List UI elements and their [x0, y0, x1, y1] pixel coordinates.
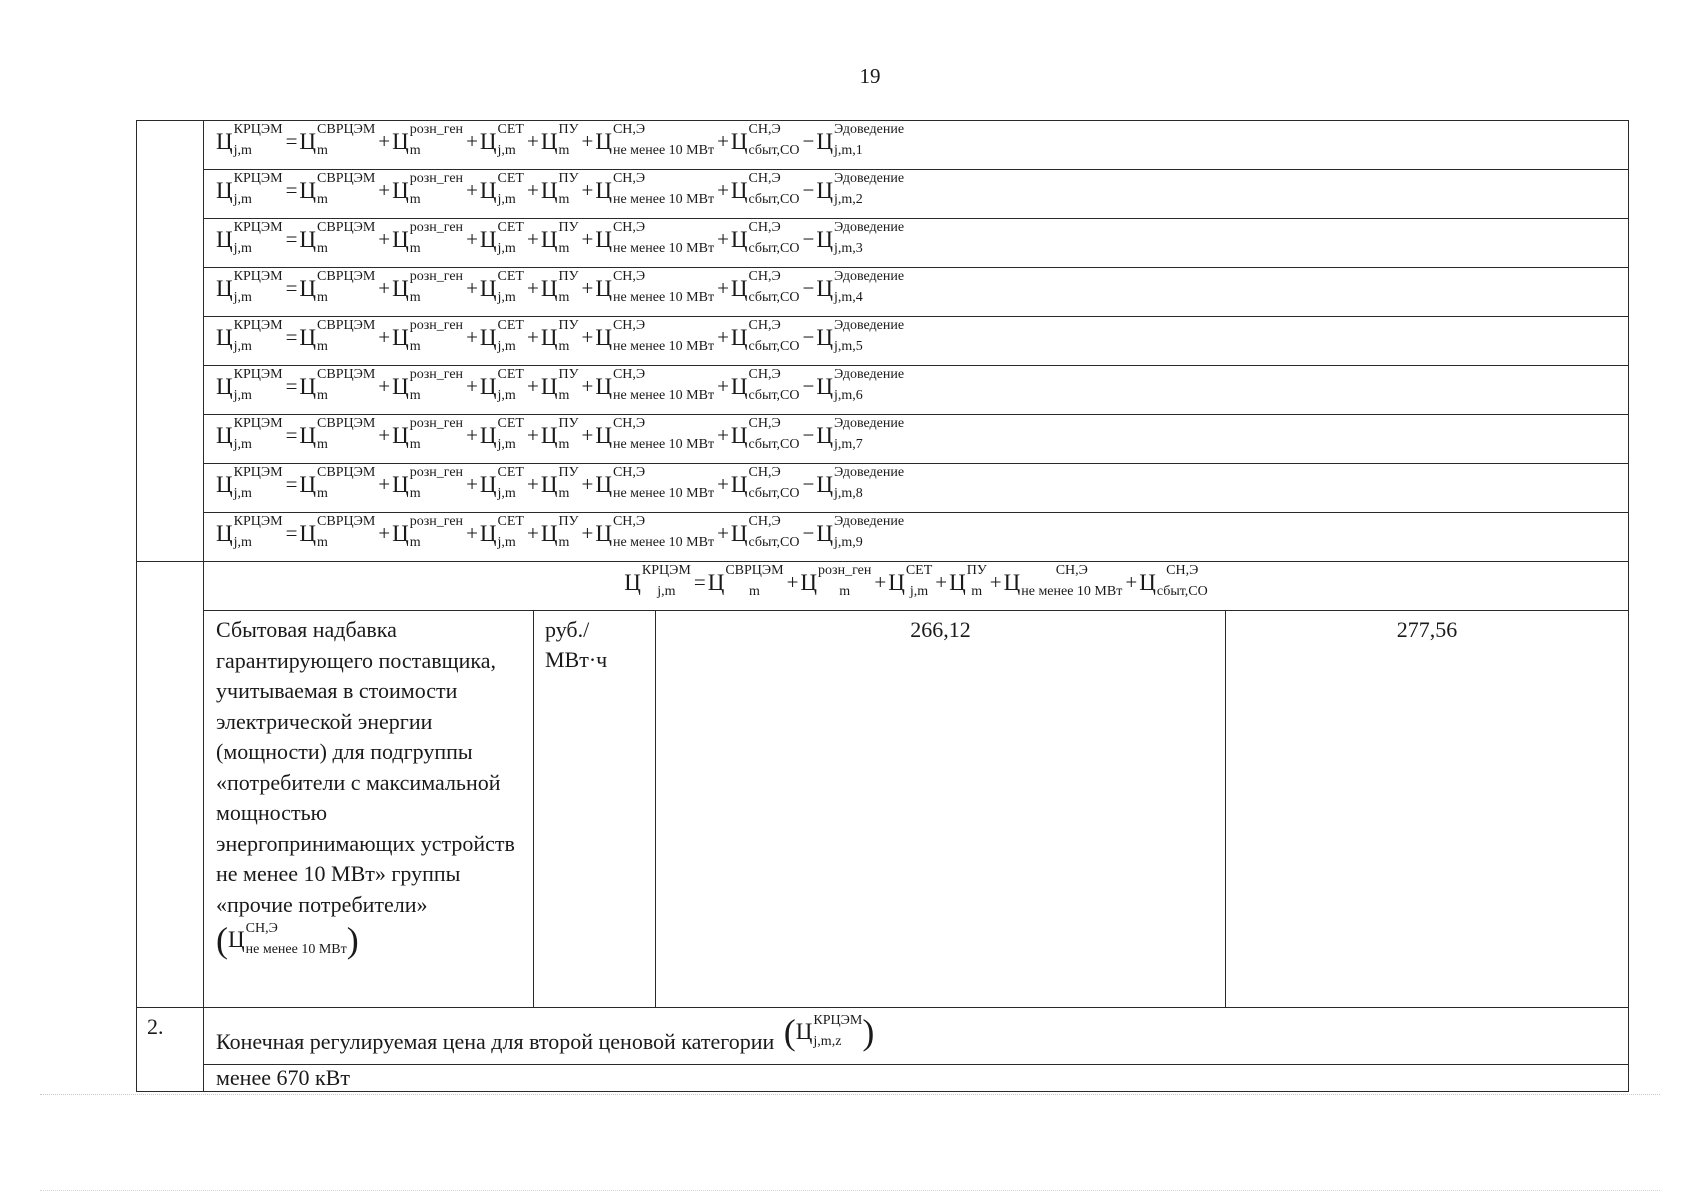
- formula-term: Ц СН,Э сбыт,СО: [730, 514, 800, 550]
- formula-cell: [204, 366, 1629, 415]
- formula-term: Ц СН,Э не менее 10 МВт: [595, 416, 715, 452]
- formula-row: [137, 513, 1629, 562]
- formula-deduction-term: Ц Эдоведение j,m,4: [816, 269, 905, 305]
- formula-operator: +: [378, 324, 391, 349]
- formula-term: Ц СН,Э не менее 10 МВт: [595, 269, 715, 305]
- formula-term: Ц ПУ m: [949, 563, 987, 599]
- formula-term: Ц ПУ m: [540, 269, 579, 305]
- formula-operator: +: [581, 128, 594, 153]
- formula-operator: −: [802, 422, 815, 447]
- surcharge-row: [137, 611, 1629, 1008]
- formula-term: Ц розн_ген m: [392, 367, 464, 403]
- formula-cell: [204, 121, 1629, 170]
- unit-line-1: руб./: [545, 617, 590, 642]
- formula-operator: +: [466, 275, 478, 300]
- tariff-table: [136, 120, 1629, 1092]
- formula-operator: +: [526, 520, 539, 545]
- formula-lhs: Ц КРЦЭМ j,m: [216, 269, 283, 305]
- formula-term: Ц СЕТ j,m: [479, 416, 524, 452]
- formula-operator: +: [717, 177, 729, 202]
- formula-operator: +: [874, 569, 887, 594]
- formula-term: Ц СН,Э не менее 10 МВт: [595, 367, 715, 403]
- formula-lhs: Ц КРЦЭМ j,m: [624, 563, 691, 599]
- formula-operator: +: [717, 226, 729, 251]
- formula-term: Ц СЕТ j,m: [479, 122, 524, 158]
- formula-term: Ц СН,Э сбыт,СО: [1139, 563, 1208, 599]
- formula-operator: +: [581, 177, 594, 202]
- formula-term: Ц СВРЦЭМ m: [299, 367, 376, 403]
- formula-operator: +: [581, 275, 594, 300]
- formula-term: Ц розн_ген m: [392, 171, 464, 207]
- formula-deduction-term: Ц Эдоведение j,m,6: [816, 367, 905, 403]
- formula-operator: +: [378, 128, 391, 153]
- section-2-symbol: ( Ц КРЦЭМ j,m,z ): [783, 1012, 875, 1052]
- formula-row: [137, 121, 1629, 170]
- formula-rows: [137, 121, 1629, 562]
- formula-term: Ц СН,Э сбыт,СО: [730, 122, 800, 158]
- formula-row: [137, 219, 1629, 268]
- formula-term: Ц СЕТ j,m: [479, 318, 524, 354]
- number-cell-empty: [137, 562, 204, 1008]
- formula-operator: +: [466, 226, 478, 251]
- price-formula: [216, 122, 905, 158]
- formula-term: Ц СН,Э не менее 10 МВт: [595, 122, 715, 158]
- formula-operator: −: [802, 373, 815, 398]
- formula-term: Ц СН,Э сбыт,СО: [730, 367, 800, 403]
- formula-term: Ц СН,Э сбыт,СО: [730, 269, 800, 305]
- section-2-title: Конечная регулируемая цена для второй ценовой категории: [216, 1029, 775, 1055]
- formula-term: Ц СВРЦЭМ m: [299, 318, 376, 354]
- formula-cell: [204, 415, 1629, 464]
- formula-operator: +: [989, 569, 1002, 594]
- formula-operator: +: [717, 373, 729, 398]
- formula-term: Ц ПУ m: [540, 416, 579, 452]
- formula-deduction-term: Ц Эдоведение j,m,5: [816, 318, 905, 354]
- surcharge-value-2: 277,56: [1226, 611, 1629, 1008]
- price-formula: [216, 465, 905, 501]
- surcharge-description: Сбытовая надбавка гарантирующего поставщика, учитываемая в стоимости электрической энергии (мощности) для подгруппы «потребители с максимальной мощностью энергопринимающих устройств не менее 10 МВт» группы «прочие потребители»: [216, 617, 515, 917]
- formula-operator: =: [693, 569, 706, 594]
- formula-term: Ц розн_ген m: [392, 269, 464, 305]
- page-number: 19: [859, 64, 881, 88]
- formula-operator: +: [526, 324, 539, 349]
- formula-term: Ц СН,Э сбыт,СО: [730, 416, 800, 452]
- formula-term: Ц СВРЦЭМ m: [299, 171, 376, 207]
- formula-operator: +: [466, 422, 478, 447]
- surcharge-description-cell: [204, 611, 534, 1008]
- formula-term: Ц розн_ген m: [392, 318, 464, 354]
- formula-operator: −: [802, 471, 815, 496]
- formula-operator: +: [466, 177, 478, 202]
- formula-term: Ц СЕТ j,m: [479, 171, 524, 207]
- formula-cell: [204, 219, 1629, 268]
- formula-operator: +: [717, 471, 729, 496]
- formula-term: Ц СН,Э не менее 10 МВт: [1003, 563, 1123, 599]
- formula-operator: +: [1125, 569, 1138, 594]
- summary-formula: [624, 563, 1208, 599]
- formula-operator: +: [717, 324, 729, 349]
- formula-operator: +: [581, 324, 594, 349]
- price-formula: [216, 318, 905, 354]
- price-formula: [216, 171, 905, 207]
- surcharge-symbol: ( Ц СН,Э не менее 10 МВт ): [216, 920, 359, 960]
- formula-operator: +: [786, 569, 799, 594]
- formula-operator: −: [802, 128, 815, 153]
- summary-formula-row: [137, 562, 1629, 611]
- formula-cell: [204, 268, 1629, 317]
- formula-term: Ц ПУ m: [540, 367, 579, 403]
- price-formula: [216, 514, 905, 550]
- price-formula: [216, 220, 905, 256]
- formula-term: Ц розн_ген m: [392, 465, 464, 501]
- formula-row: [137, 366, 1629, 415]
- formula-term: Ц розн_ген m: [392, 514, 464, 550]
- formula-operator: +: [526, 226, 539, 251]
- formula-operator: =: [285, 177, 298, 202]
- scan-artifact-line: [40, 1094, 1660, 1099]
- surcharge-unit-cell: [534, 611, 656, 1008]
- formula-operator: +: [581, 373, 594, 398]
- formula-row: [137, 415, 1629, 464]
- formula-lhs: Ц КРЦЭМ j,m: [216, 220, 283, 256]
- formula-cell: [204, 513, 1629, 562]
- section-2-subtitle: менее 670 кВт: [204, 1065, 1629, 1092]
- formula-cell: [204, 317, 1629, 366]
- price-formula: [216, 269, 905, 305]
- formula-row: [137, 464, 1629, 513]
- formula-operator: +: [581, 226, 594, 251]
- formula-deduction-term: Ц Эдоведение j,m,3: [816, 220, 905, 256]
- formula-term: Ц ПУ m: [540, 465, 579, 501]
- formula-term: Ц СВРЦЭМ m: [299, 269, 376, 305]
- formula-deduction-term: Ц Эдоведение j,m,8: [816, 465, 905, 501]
- formula-lhs: Ц КРЦЭМ j,m: [216, 416, 283, 452]
- section-2-subtitle-row: [137, 1065, 1629, 1092]
- formula-operator: +: [581, 520, 594, 545]
- formula-operator: +: [717, 422, 729, 447]
- formula-term: Ц СЕТ j,m: [888, 563, 933, 599]
- formula-term: Ц СВРЦЭМ m: [299, 220, 376, 256]
- price-formula: [216, 367, 905, 403]
- formula-operator: +: [378, 471, 391, 496]
- formula-operator: +: [717, 128, 729, 153]
- formula-operator: +: [466, 324, 478, 349]
- formula-row: [137, 170, 1629, 219]
- formula-lhs: Ц КРЦЭМ j,m: [216, 171, 283, 207]
- formula-term: Ц СН,Э не менее 10 МВт: [595, 220, 715, 256]
- formula-operator: =: [285, 324, 298, 349]
- formula-operator: +: [526, 373, 539, 398]
- section-2-title-row: [137, 1008, 1629, 1065]
- formula-operator: +: [526, 422, 539, 447]
- formula-term: Ц СН,Э сбыт,СО: [730, 171, 800, 207]
- formula-operator: +: [378, 422, 391, 447]
- formula-term: Ц СН,Э сбыт,СО: [730, 220, 800, 256]
- formula-term: Ц СН,Э не менее 10 МВт: [595, 514, 715, 550]
- formula-term: Ц СЕТ j,m: [479, 367, 524, 403]
- formula-deduction-term: Ц Эдоведение j,m,2: [816, 171, 905, 207]
- formula-term: Ц СВРЦЭМ m: [707, 563, 784, 599]
- formula-term: Ц СН,Э сбыт,СО: [730, 465, 800, 501]
- formula-operator: =: [285, 520, 298, 545]
- formula-term: Ц розн_ген m: [392, 220, 464, 256]
- formula-term: Ц СЕТ j,m: [479, 465, 524, 501]
- formula-cell: [204, 170, 1629, 219]
- formula-operator: +: [378, 520, 391, 545]
- formula-operator: =: [285, 373, 298, 398]
- summary-formula-cell: [204, 562, 1629, 611]
- formula-operator: +: [581, 471, 594, 496]
- formula-operator: −: [802, 520, 815, 545]
- formula-operator: =: [285, 226, 298, 251]
- formula-operator: +: [581, 422, 594, 447]
- formula-operator: +: [935, 569, 948, 594]
- formula-term: Ц ПУ m: [540, 122, 579, 158]
- formula-operator: +: [378, 275, 391, 300]
- formula-row: [137, 317, 1629, 366]
- number-cell-empty: [137, 121, 204, 562]
- formula-operator: +: [378, 226, 391, 251]
- formula-term: Ц ПУ m: [540, 318, 579, 354]
- formula-operator: +: [526, 471, 539, 496]
- formula-deduction-term: Ц Эдоведение j,m,7: [816, 416, 905, 452]
- formula-operator: +: [466, 520, 478, 545]
- formula-operator: −: [802, 177, 815, 202]
- formula-term: Ц СЕТ j,m: [479, 220, 524, 256]
- formula-term: Ц розн_ген m: [392, 416, 464, 452]
- formula-term: Ц СЕТ j,m: [479, 269, 524, 305]
- formula-row: [137, 268, 1629, 317]
- formula-operator: =: [285, 422, 298, 447]
- formula-lhs: Ц КРЦЭМ j,m: [216, 122, 283, 158]
- formula-cell: [204, 464, 1629, 513]
- formula-term: Ц розн_ген m: [392, 122, 464, 158]
- close-paren: ): [346, 920, 359, 960]
- formula-operator: +: [526, 128, 539, 153]
- unit-line-2: МВт·ч: [545, 647, 608, 672]
- formula-term: Ц ПУ m: [540, 171, 579, 207]
- section-2-title-cell: [204, 1008, 1629, 1065]
- formula-term: Ц СВРЦЭМ m: [299, 514, 376, 550]
- formula-operator: +: [717, 275, 729, 300]
- formula-operator: +: [466, 128, 478, 153]
- formula-operator: +: [717, 520, 729, 545]
- formula-operator: +: [378, 373, 391, 398]
- formula-term: Ц ПУ m: [540, 514, 579, 550]
- formula-term: Ц СН,Э не менее 10 МВт: [595, 171, 715, 207]
- formula-deduction-term: Ц Эдоведение j,m,9: [816, 514, 905, 550]
- formula-lhs: Ц КРЦЭМ j,m: [216, 367, 283, 403]
- formula-term: Ц СЕТ j,m: [479, 514, 524, 550]
- open-paren: (: [216, 920, 228, 960]
- formula-operator: −: [802, 275, 815, 300]
- formula-operator: +: [526, 177, 539, 202]
- formula-term: Ц СВРЦЭМ m: [299, 416, 376, 452]
- price-formula: [216, 416, 905, 452]
- formula-operator: −: [802, 324, 815, 349]
- formula-deduction-term: Ц Эдоведение j,m,1: [816, 122, 905, 158]
- formula-operator: +: [378, 177, 391, 202]
- formula-operator: =: [285, 471, 298, 496]
- formula-lhs: Ц КРЦЭМ j,m: [216, 318, 283, 354]
- section-2-number: 2.: [137, 1008, 204, 1092]
- formula-operator: +: [526, 275, 539, 300]
- scan-artifact-line-lower: [40, 1190, 1660, 1195]
- formula-term: Ц СН,Э не менее 10 МВт: [595, 465, 715, 501]
- formula-term: Ц СВРЦЭМ m: [299, 465, 376, 501]
- formula-operator: =: [285, 275, 298, 300]
- formula-operator: −: [802, 226, 815, 251]
- formula-term: Ц СН,Э сбыт,СО: [730, 318, 800, 354]
- formula-term: Ц ПУ m: [540, 220, 579, 256]
- formula-lhs: Ц КРЦЭМ j,m: [216, 514, 283, 550]
- formula-lhs: Ц КРЦЭМ j,m: [216, 465, 283, 501]
- formula-operator: =: [285, 128, 298, 153]
- formula-operator: +: [466, 471, 478, 496]
- formula-term: Ц СВРЦЭМ m: [299, 122, 376, 158]
- surcharge-value-1: 266,12: [656, 611, 1226, 1008]
- formula-term: Ц розн_ген m: [800, 563, 872, 599]
- formula-operator: +: [466, 373, 478, 398]
- formula-term: Ц СН,Э не менее 10 МВт: [595, 318, 715, 354]
